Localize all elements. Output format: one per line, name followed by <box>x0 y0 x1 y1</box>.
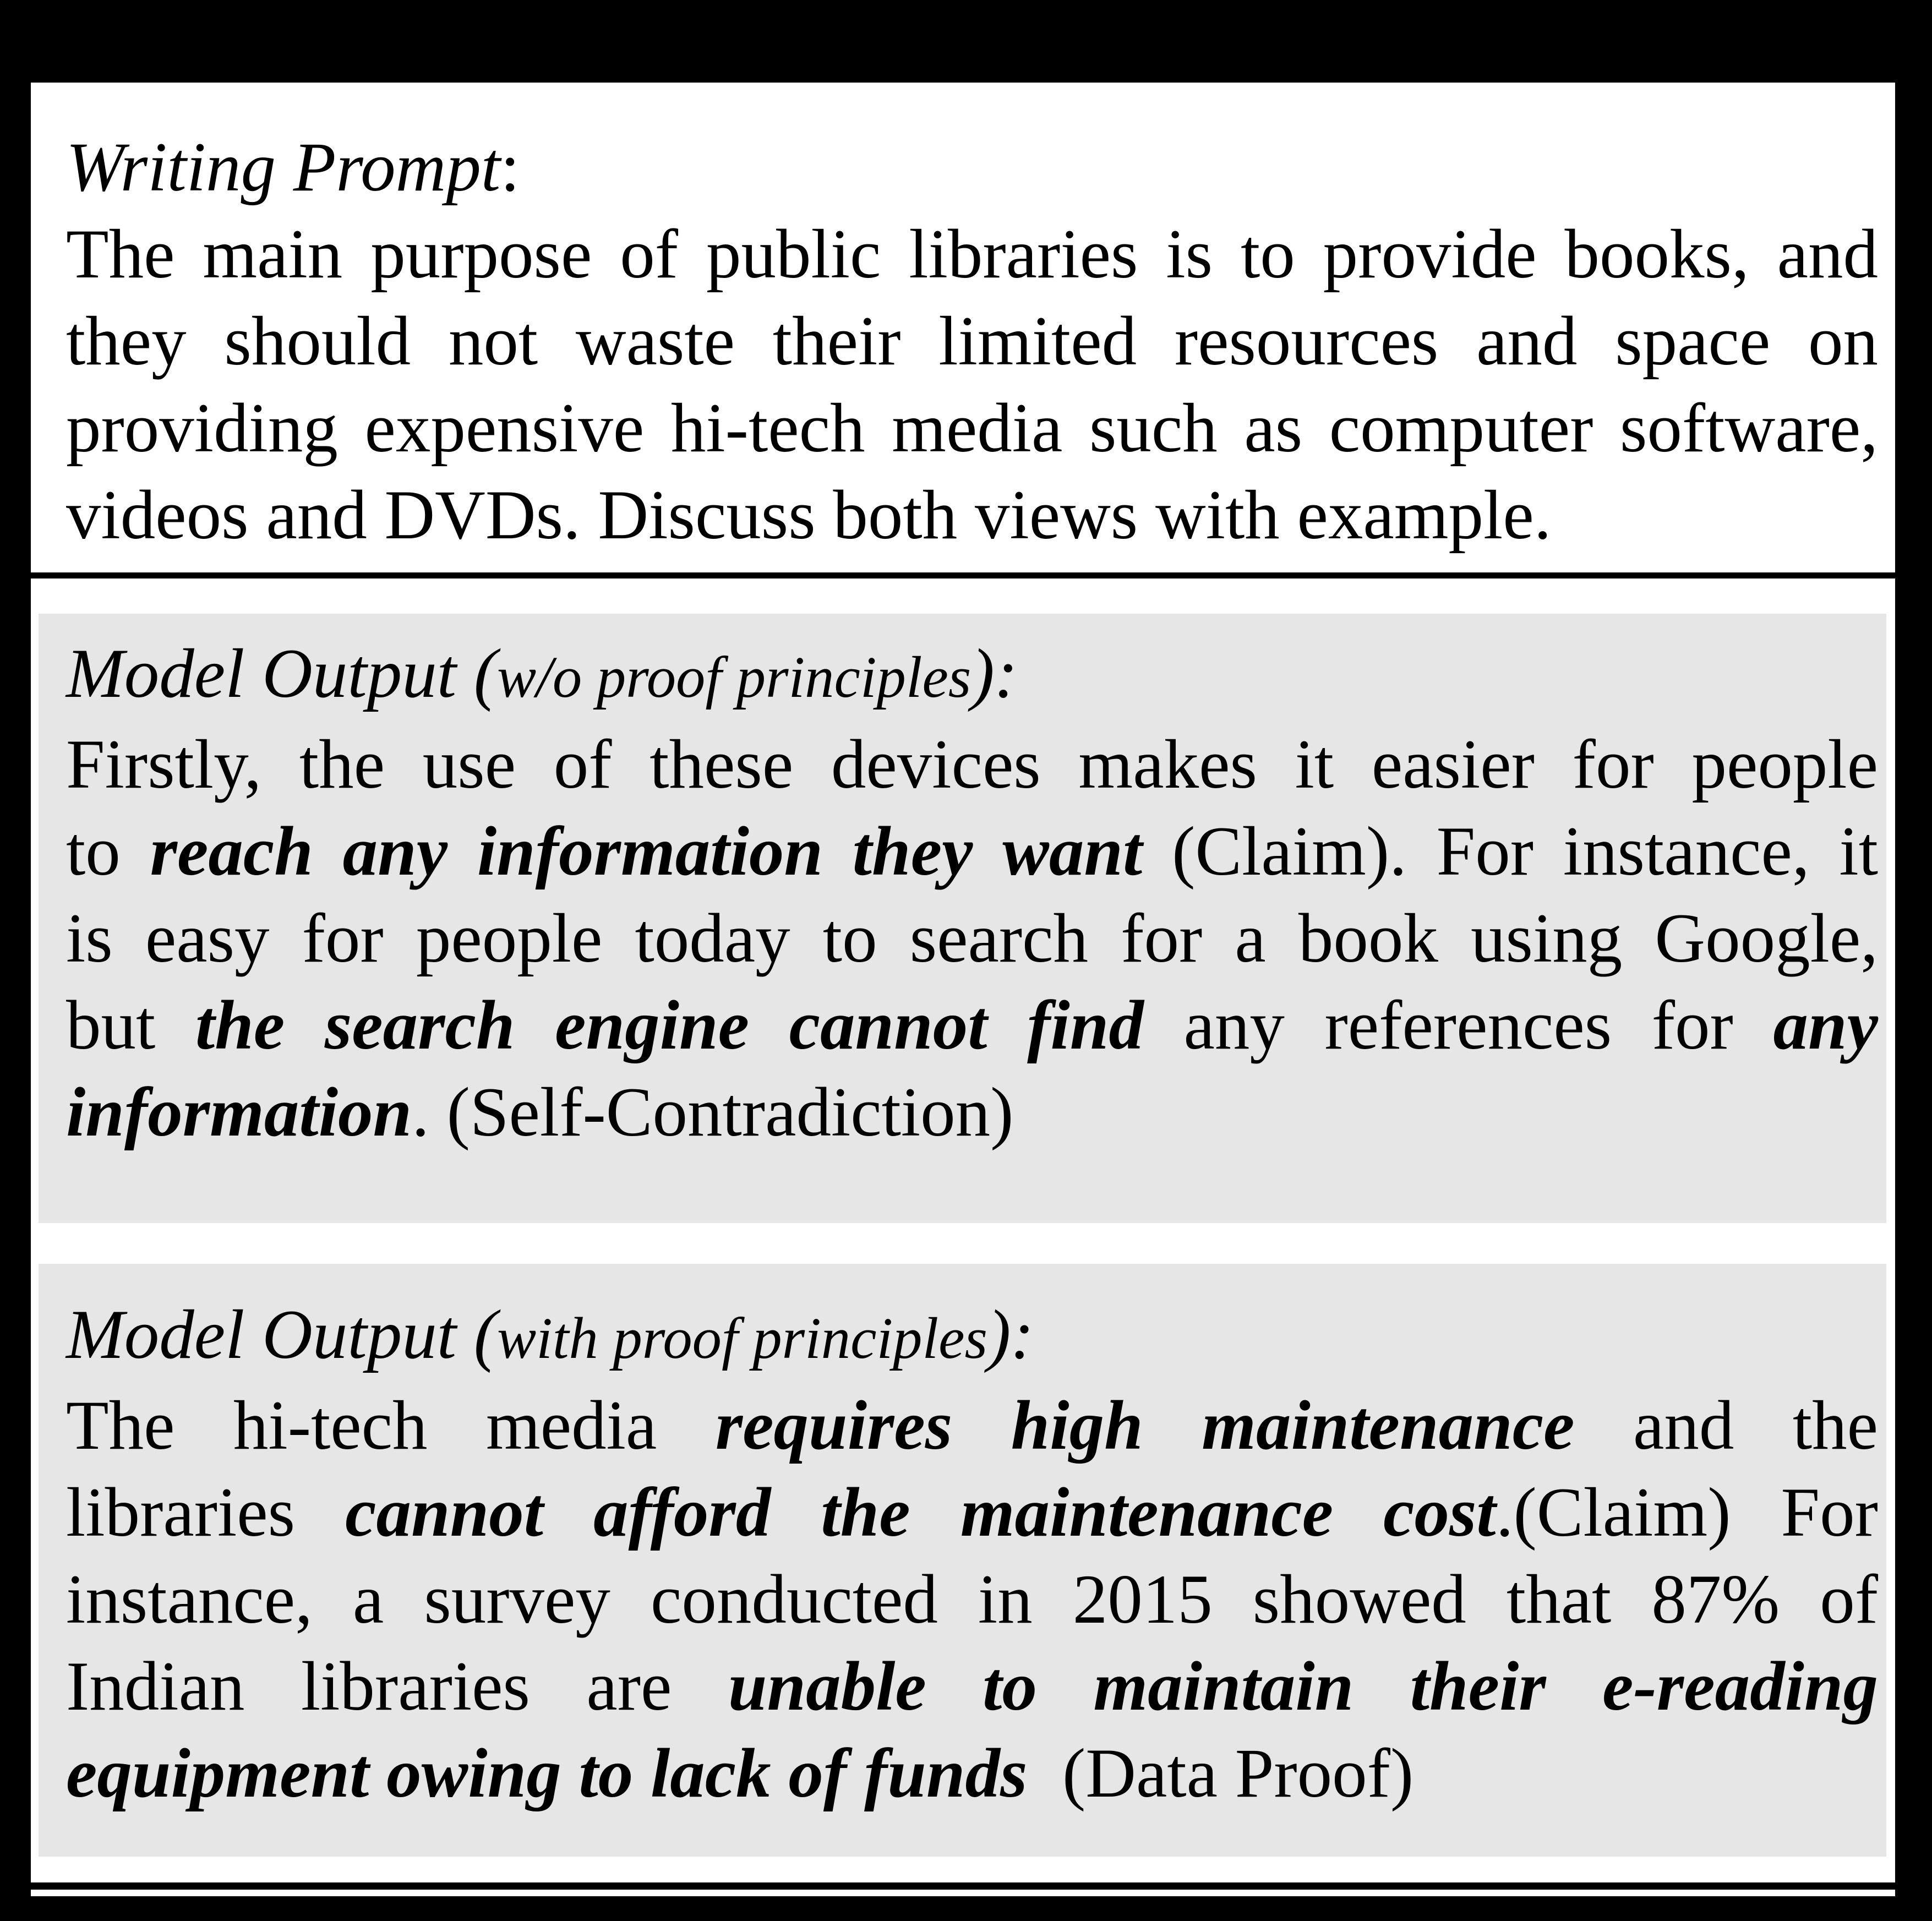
writing-prompt-box <box>31 83 1895 572</box>
model-output-with-text <box>66 1382 1878 1817</box>
plain-text: instance, a survey conducted in 2015 showed that 87% of <box>66 1561 1878 1638</box>
emphasized-phrase: the search engine cannot find <box>195 987 1144 1064</box>
text-line <box>66 808 1878 895</box>
bottom-rule <box>31 1882 1895 1890</box>
model-output-without-title-main: Model Output ( <box>66 635 498 712</box>
plain-text: libraries <box>66 1474 346 1551</box>
section-divider-rule <box>31 572 1895 579</box>
emphasized-phrase: requires high maintenance <box>715 1387 1575 1464</box>
emphasized-phrase: information <box>66 1074 412 1151</box>
plain-text: providing expensive hi-tech media such as computer software, <box>66 390 1878 467</box>
text-line <box>66 472 1878 559</box>
emphasized-phrase: reach any information they want <box>150 813 1143 890</box>
plain-text: they should not waste their limited resources and space on <box>66 303 1878 380</box>
figure-panel <box>31 83 1895 1896</box>
text-line <box>66 211 1878 298</box>
emphasized-phrase: any <box>1773 987 1878 1064</box>
writing-prompt-title-colon: : <box>500 129 520 206</box>
model-output-without-text <box>66 721 1878 1156</box>
plain-text: and the <box>1574 1387 1878 1464</box>
plain-text: but <box>66 987 195 1064</box>
text-line <box>66 1730 1878 1817</box>
text-line <box>66 1469 1878 1556</box>
text-line <box>66 721 1878 808</box>
model-output-with-title-detail: with proof principles <box>497 1306 987 1371</box>
emphasized-phrase: unable to maintain their e-reading <box>728 1648 1878 1725</box>
plain-text: videos and DVDs. Discuss both views with example. <box>66 477 1552 554</box>
plain-text: (Claim). For instance, it <box>1142 813 1879 890</box>
writing-prompt-text <box>66 211 1878 559</box>
plain-text: . (Self-Contradiction) <box>412 1074 1014 1151</box>
model-output-without-title-detail: w/o proof principles <box>497 645 972 710</box>
emphasized-phrase: equipment owing to lack of funds <box>66 1735 1028 1812</box>
plain-text: The main purpose of public libraries is to provide books, and <box>66 216 1878 293</box>
plain-text: Firstly, the use of these devices makes it easier for people <box>66 726 1878 803</box>
plain-text: .(Claim) For <box>1496 1474 1878 1551</box>
model-output-with-title <box>66 1291 1878 1382</box>
plain-text: Indian libraries are <box>66 1648 728 1725</box>
plain-text: any references for <box>1143 987 1773 1064</box>
text-line <box>66 895 1878 982</box>
plain-text: to <box>66 813 150 890</box>
plain-text: The hi-tech media <box>66 1387 716 1464</box>
text-line <box>66 1069 1878 1156</box>
model-output-with-title-main: Model Output ( <box>66 1296 498 1373</box>
plain-text: is easy for people today to search for a book using Google, <box>66 900 1878 977</box>
writing-prompt-title-text: Writing Prompt <box>66 129 501 206</box>
text-line <box>66 1382 1878 1469</box>
writing-prompt-title <box>66 124 1878 211</box>
text-line <box>66 1643 1878 1730</box>
model-output-with-box <box>39 1264 1886 1857</box>
model-output-without-title <box>66 630 1878 721</box>
text-line <box>66 1556 1878 1643</box>
text-line <box>66 385 1878 472</box>
emphasized-phrase: cannot afford the maintenance cost <box>345 1474 1496 1551</box>
model-output-without-title-end: ): <box>971 635 1018 712</box>
plain-text: (Data Proof) <box>1027 1735 1414 1812</box>
text-line <box>66 298 1878 385</box>
text-line <box>66 982 1878 1069</box>
model-output-without-box <box>39 614 1886 1223</box>
model-output-with-title-end: ): <box>987 1296 1034 1373</box>
